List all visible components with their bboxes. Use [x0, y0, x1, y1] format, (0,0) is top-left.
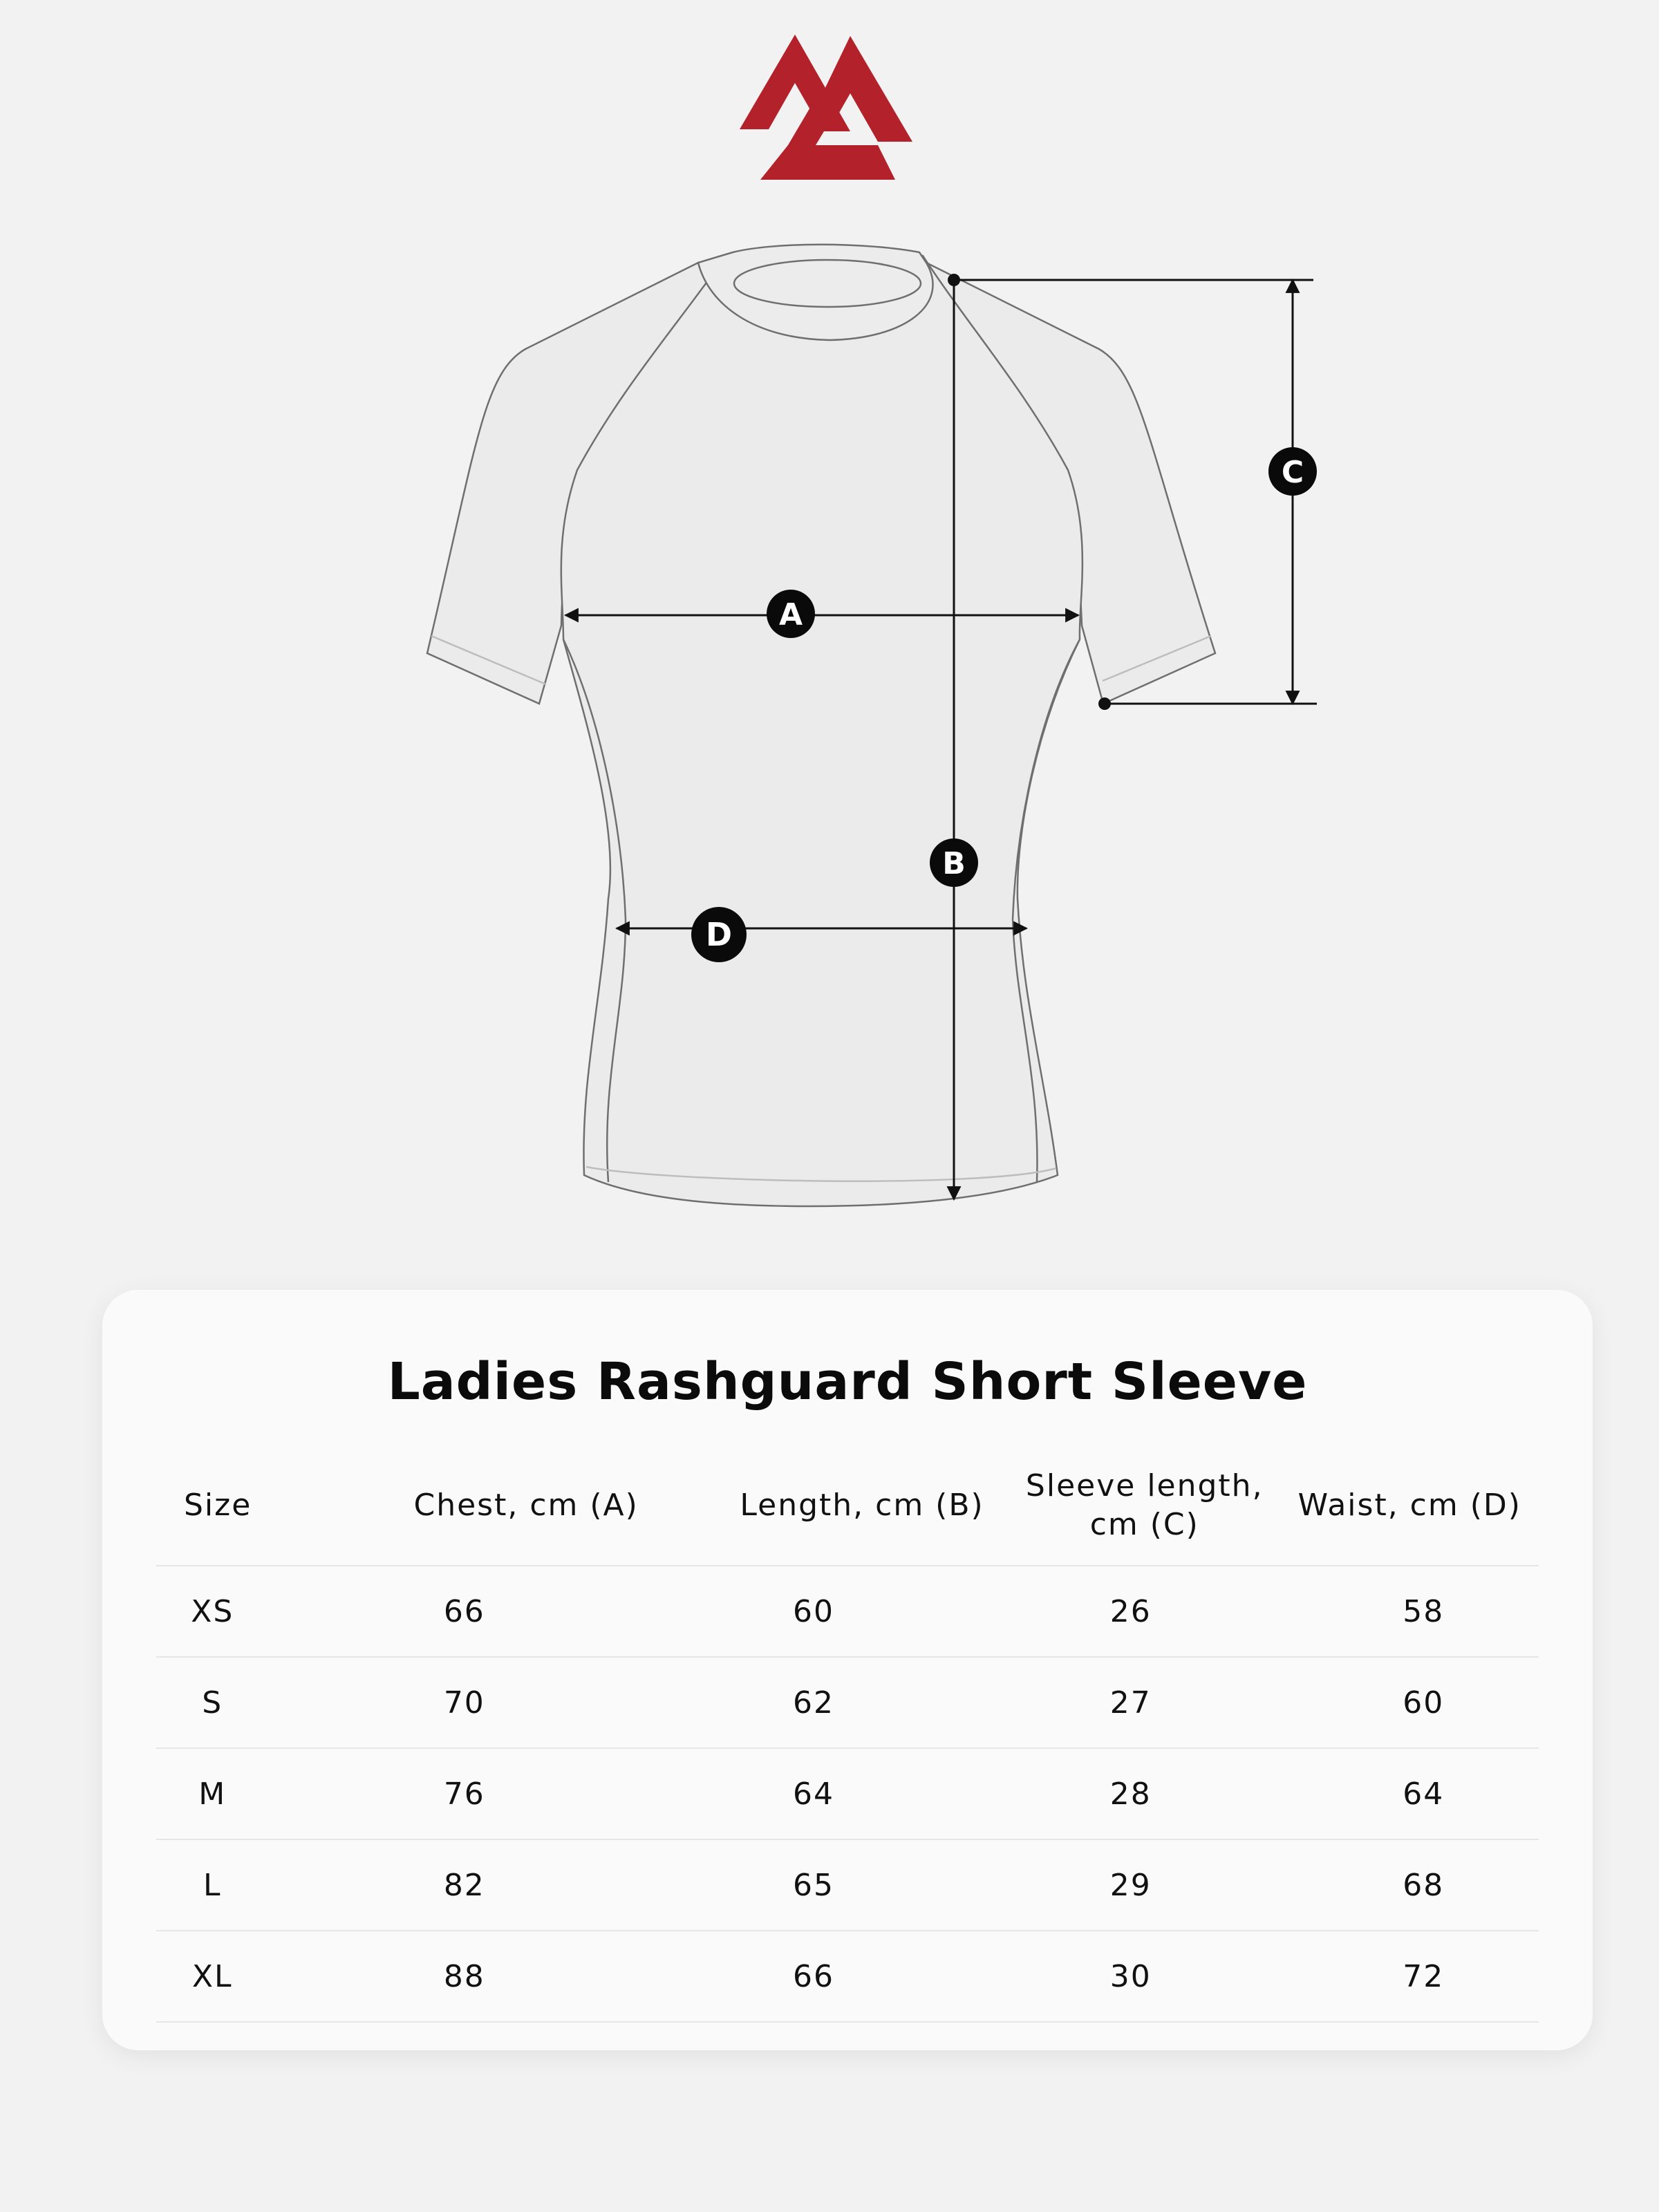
cell-length: 62	[715, 1657, 1009, 1748]
cell-chest: 76	[296, 1748, 715, 1839]
header-size: Size	[156, 1446, 296, 1566]
header-sleeve	[1009, 1446, 1281, 1566]
svg-text:B: B	[942, 846, 966, 881]
svg-text:C: C	[1281, 455, 1304, 490]
table-header-row	[156, 1446, 1539, 1566]
size-chart-card	[102, 1290, 1593, 2050]
marker-c	[1268, 447, 1317, 496]
cell-size: XS	[156, 1566, 296, 1657]
cell-waist: 68	[1281, 1839, 1539, 1931]
size-table	[156, 1446, 1539, 2023]
svg-text:A: A	[778, 597, 803, 632]
cell-chest: 88	[296, 1931, 715, 2022]
cell-sleeve: 26	[1009, 1566, 1281, 1657]
cell-waist: 72	[1281, 1931, 1539, 2022]
cell-size: XL	[156, 1931, 296, 2022]
cell-waist: 64	[1281, 1748, 1539, 1839]
cell-chest: 70	[296, 1657, 715, 1748]
cell-length: 65	[715, 1839, 1009, 1931]
cell-sleeve: 29	[1009, 1839, 1281, 1931]
cell-waist: 58	[1281, 1566, 1539, 1657]
cell-size: S	[156, 1657, 296, 1748]
cell-chest: 82	[296, 1839, 715, 1931]
table-row	[156, 1931, 1539, 2022]
cell-length: 60	[715, 1566, 1009, 1657]
cell-sleeve: 28	[1009, 1748, 1281, 1839]
cell-length: 66	[715, 1931, 1009, 2022]
table-row	[156, 1839, 1539, 1931]
table-row	[156, 1748, 1539, 1839]
header-chest: Chest, cm (A)	[296, 1446, 715, 1566]
cell-sleeve: 30	[1009, 1931, 1281, 2022]
table-row	[156, 1566, 1539, 1657]
table-row	[156, 1657, 1539, 1748]
size-chart-title: Ladies Rashguard Short Sleeve	[387, 1352, 1308, 1412]
cell-length: 64	[715, 1748, 1009, 1839]
cell-chest: 66	[296, 1566, 715, 1657]
marker-d	[691, 907, 747, 962]
marker-b	[930, 838, 978, 887]
cell-sleeve: 27	[1009, 1657, 1281, 1748]
header-waist: Waist, cm (D)	[1281, 1446, 1539, 1566]
shirt-outline	[427, 245, 1215, 1206]
header-sleeve-line2: cm (C)	[1089, 1507, 1199, 1542]
cell-size: L	[156, 1839, 296, 1931]
marker-a	[767, 590, 815, 638]
svg-text:D: D	[705, 916, 733, 953]
header-sleeve-line1: Sleeve length,	[1025, 1468, 1264, 1503]
cell-waist: 60	[1281, 1657, 1539, 1748]
header-length: Length, cm (B)	[715, 1446, 1009, 1566]
cell-size: M	[156, 1748, 296, 1839]
